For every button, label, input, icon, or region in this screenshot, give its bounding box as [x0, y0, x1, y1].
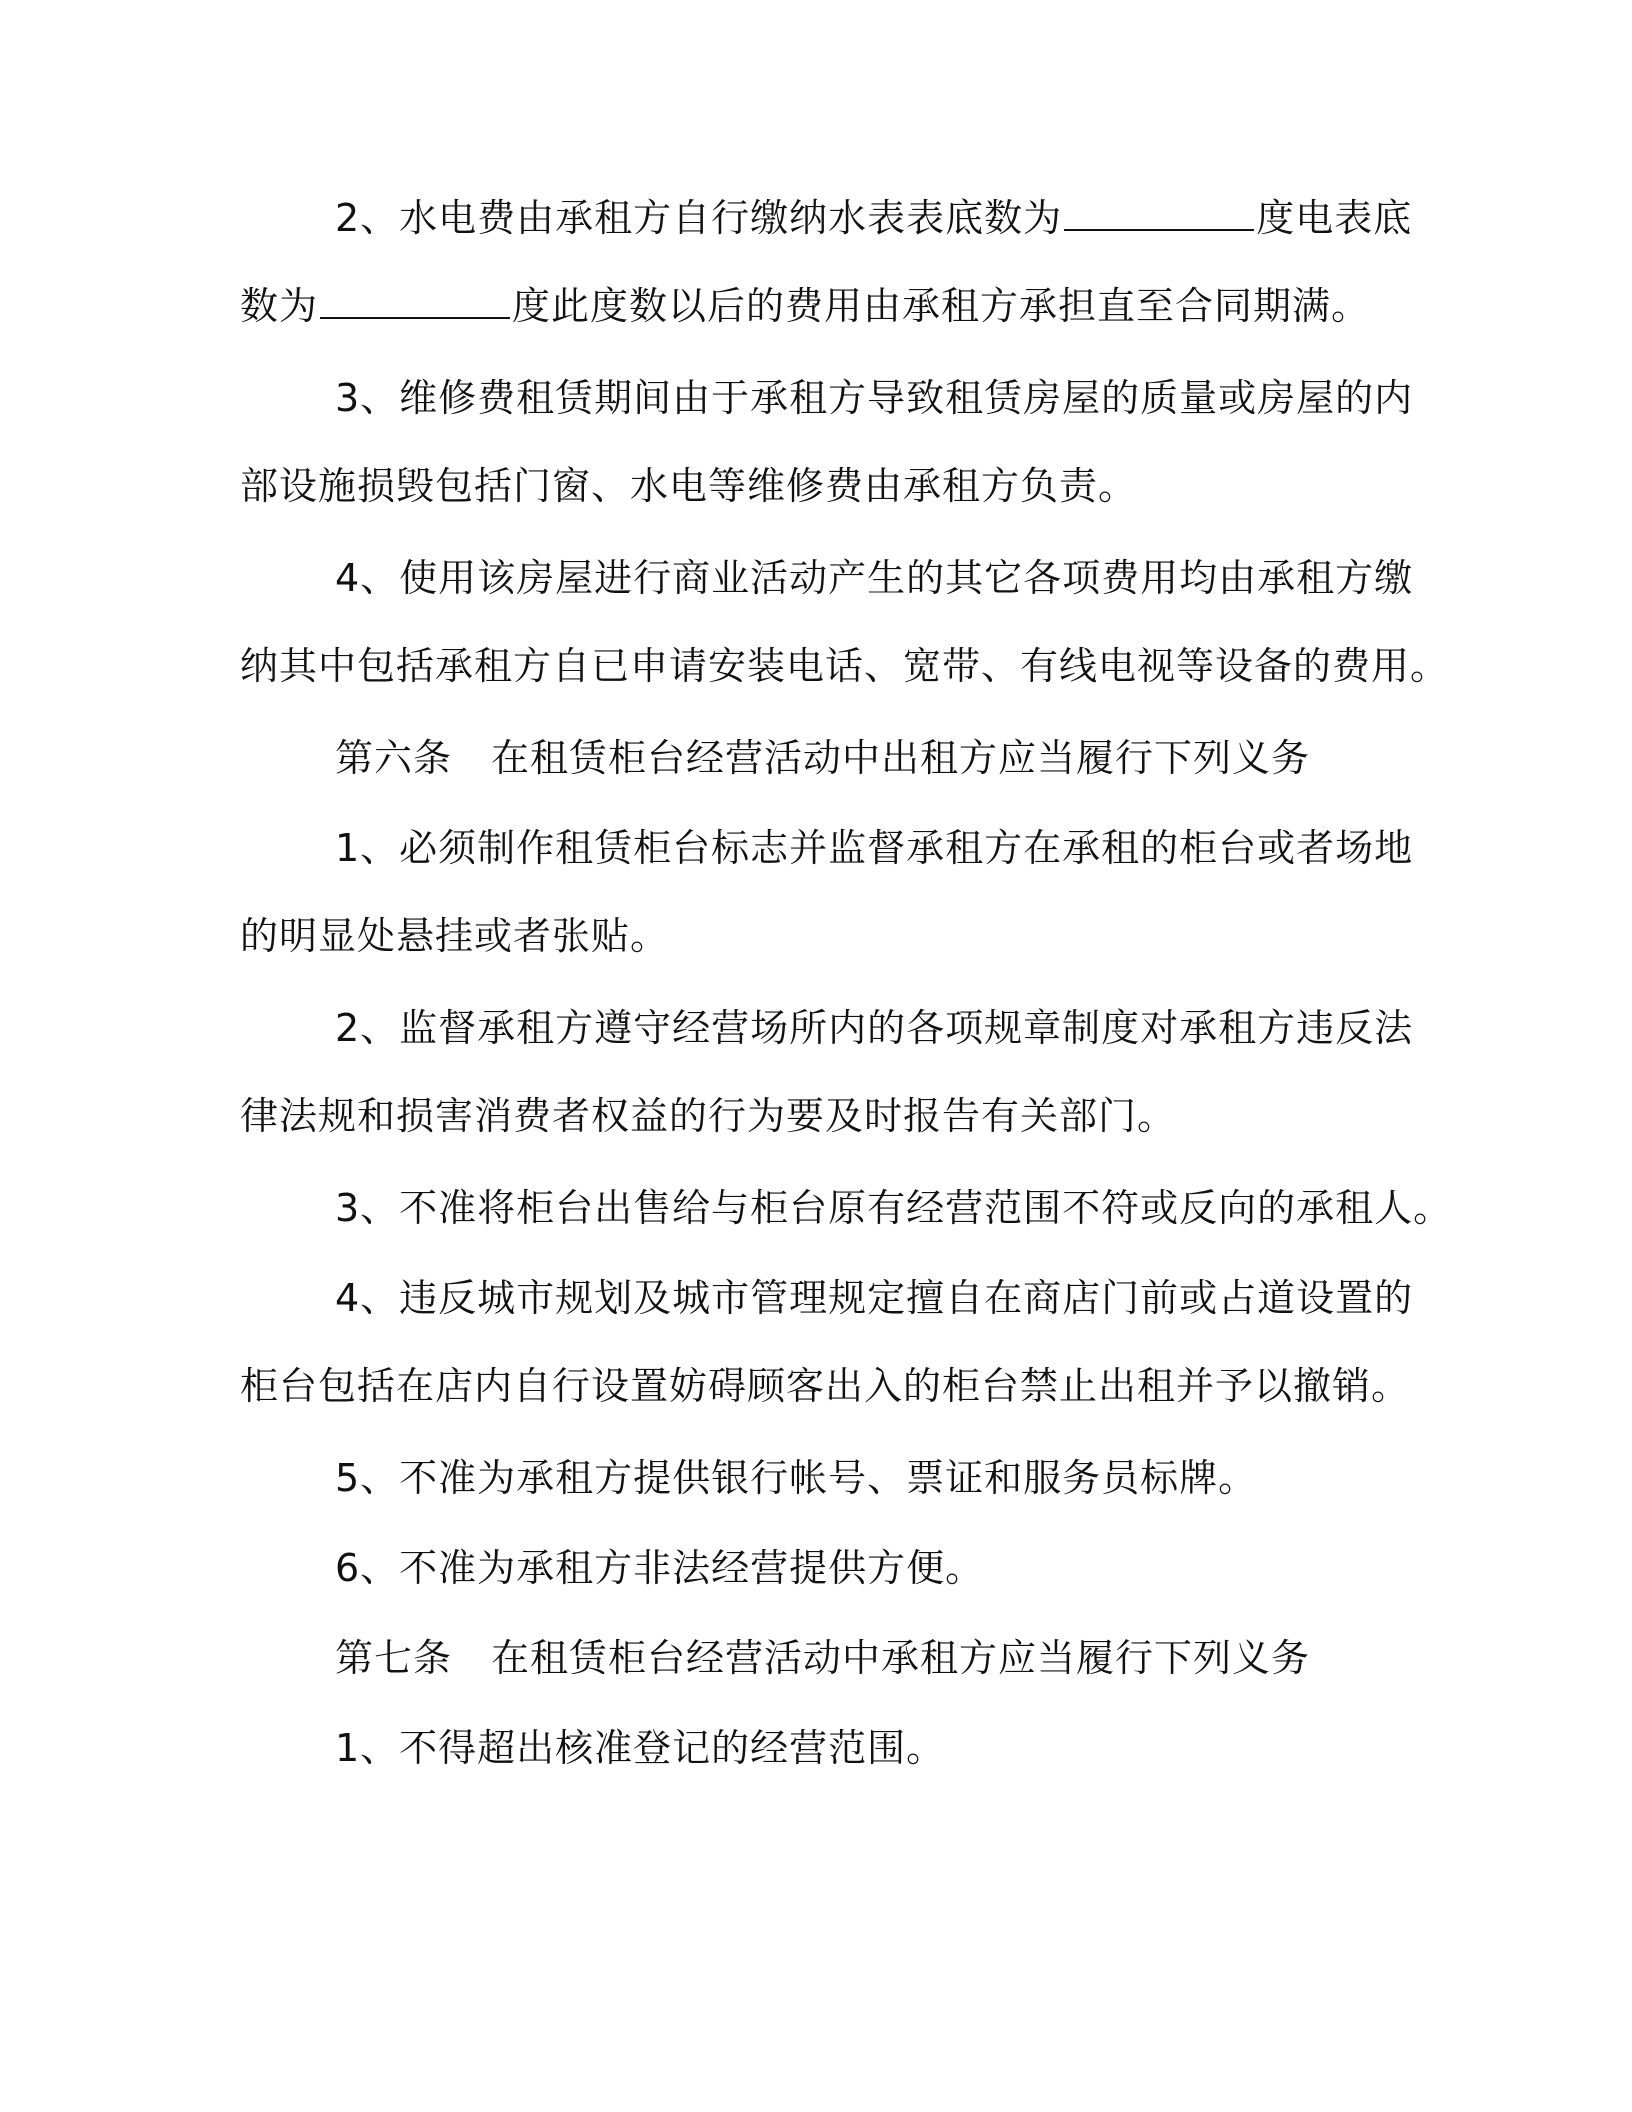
paragraph-lessor-duty-4	[240, 1254, 1414, 1430]
paragraph-lessor-duty-5	[240, 1434, 1400, 1522]
fill-in-blank	[320, 287, 510, 319]
paragraph-line: 4、违反城市规划及城市管理规定擅自在商店门前或占道设置的	[335, 1276, 1414, 1320]
text-segment: 度电表底	[1256, 196, 1413, 240]
paragraph-line: 柜台包括在店内自行设置妨碍顾客出入的柜台禁止出租并予以撤销。	[240, 1364, 1411, 1408]
paragraph-lessor-duty-2	[240, 984, 1414, 1160]
paragraph-water-electricity	[240, 174, 1413, 350]
paragraph-line: 6、不准为承租方非法经营提供方便。	[335, 1546, 985, 1590]
paragraph-line: 的明显处悬挂或者张贴。	[240, 914, 670, 958]
paragraph-line: 律法规和损害消费者权益的行为要及时报告有关部门。	[240, 1094, 1177, 1138]
text-segment: 数为	[240, 284, 319, 328]
paragraph-line: 2、监督承租方遵守经营场所内的各项规章制度对承租方违反法	[335, 1006, 1414, 1050]
paragraph-lessor-duty-1	[240, 804, 1414, 980]
article-six-heading	[240, 714, 1400, 802]
paragraph-other-fees	[240, 534, 1450, 710]
paragraph-line: 3、维修费租赁期间由于承租方导致租赁房屋的质量或房屋的内	[335, 376, 1414, 420]
paragraph-lessee-duty-1	[240, 1704, 1400, 1792]
paragraph-line: 1、必须制作租赁柜台标志并监督承租方在承租的柜台或者场地	[335, 826, 1414, 870]
paragraph-line: 4、使用该房屋进行商业活动产生的其它各项费用均由承租方缴	[335, 556, 1414, 600]
paragraph-line	[240, 262, 1400, 350]
paragraph-line: 第七条 在租赁柜台经营活动中承租方应当履行下列义务	[335, 1636, 1311, 1680]
article-seven-heading	[240, 1614, 1400, 1702]
text-segment: 2、水电费由承租方自行缴纳水表表底数为	[335, 196, 1063, 240]
text-segment: 度此度数以后的费用由承租方承担直至合同期满。	[512, 284, 1371, 328]
paragraph-line: 1、不得超出核准登记的经营范围。	[335, 1726, 946, 1770]
fill-in-blank	[1064, 199, 1254, 231]
paragraph-line: 部设施损毁包括门窗、水电等维修费由承租方负责。	[240, 464, 1138, 508]
paragraph-lessor-duty-3	[240, 1164, 1453, 1252]
paragraph-lessor-duty-6	[240, 1524, 1400, 1612]
paragraph-line: 纳其中包括承租方自已申请安装电话、宽带、有线电视等设备的费用。	[240, 644, 1450, 688]
paragraph-maintenance	[240, 354, 1414, 530]
paragraph-line: 第六条 在租赁柜台经营活动中出租方应当履行下列义务	[335, 736, 1311, 780]
paragraph-line	[240, 174, 1413, 262]
paragraph-line: 3、不准将柜台出售给与柜台原有经营范围不符或反向的承租人。	[335, 1186, 1453, 1230]
paragraph-line: 5、不准为承租方提供银行帐号、票证和服务员标牌。	[335, 1456, 1258, 1500]
